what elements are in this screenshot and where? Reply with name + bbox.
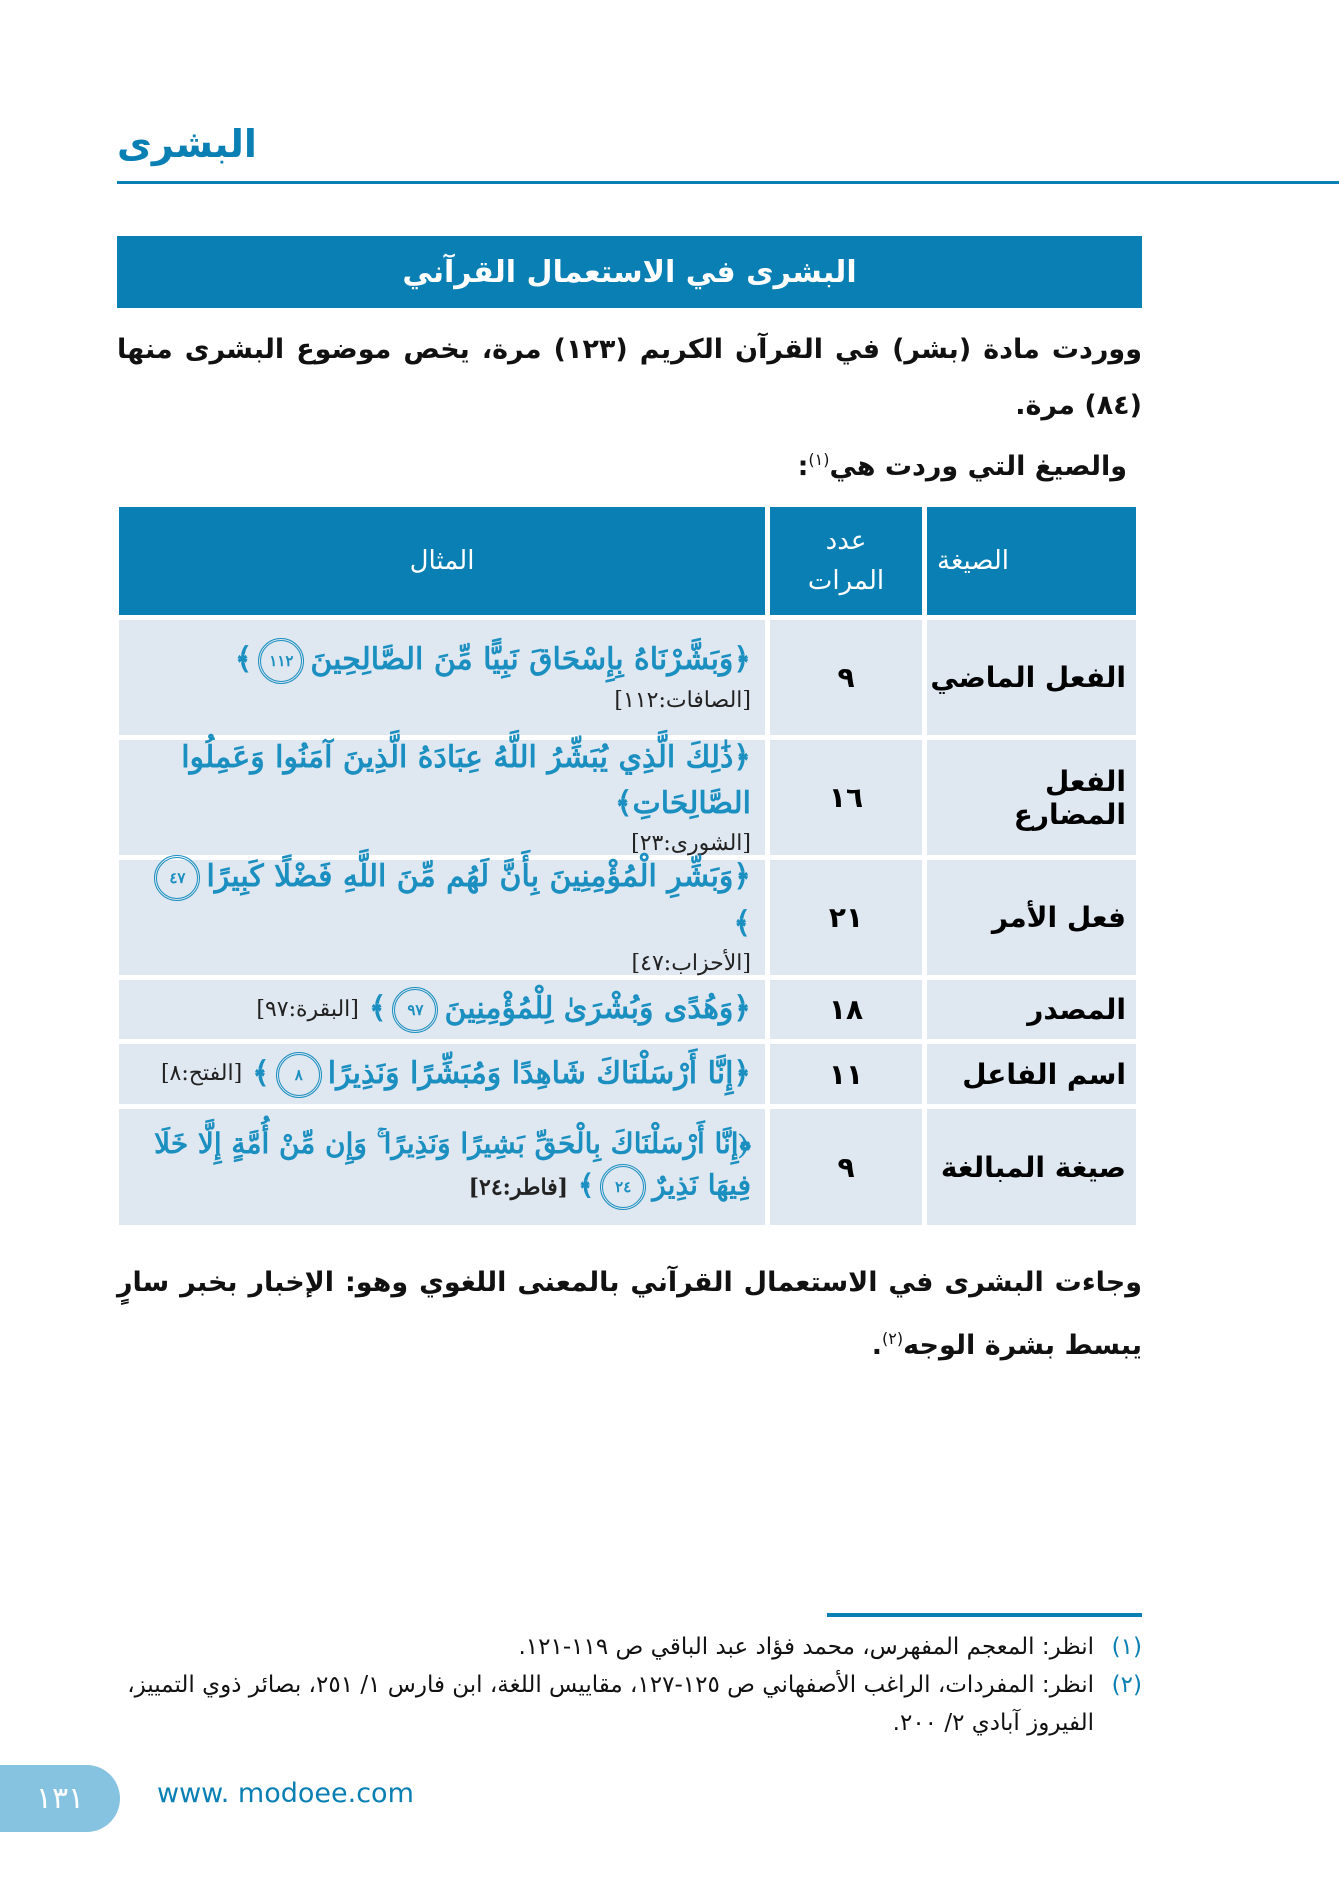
- ayah-number-icon: ٢٤: [600, 1164, 646, 1210]
- footnotes: [117, 1628, 1142, 1742]
- verse-text: ﴿ذَٰلِكَ الَّذِي يُبَشِّرُ اللَّهُ عِبَادَهُ الَّذِينَ آمَنُوا وَعَمِلُوا الصَّالِحَاتِ﴾: [181, 739, 751, 821]
- forms-intro: [117, 432, 1127, 495]
- form-cell: صيغة المبالغة: [927, 1109, 1136, 1225]
- table-row: [119, 980, 1136, 1039]
- verse-reference: [الصافات:١١٢]: [614, 688, 751, 713]
- intro-paragraph: ووردت مادة (بشر) في القرآن الكريم (١٢٣) مرة، يخص موضوع البشرى منها (٨٤) مرة.: [117, 334, 1143, 421]
- footnote: [117, 1666, 1142, 1742]
- section-title: البشرى في الاستعمال القرآني: [117, 236, 1142, 308]
- example-cell: [119, 620, 765, 735]
- count-cell: ١٨: [770, 980, 922, 1039]
- site-url[interactable]: www. modoee.com: [157, 1778, 414, 1809]
- ayah-number-icon: ١١٢: [258, 638, 304, 684]
- verse-text: ﴿إِنَّا أَرْسَلْنَاكَ بِالْحَقِّ بَشِيرًا وَنَذِيرًا ۚ وَإِن مِّنْ أُمَّةٍ إِلَّا خَلَا فِيهَا نَذِيرٌ٢٤﴾ [فاطر:٢٤]: [133, 1124, 751, 1210]
- table-row: [119, 620, 1136, 735]
- count-cell: ٢١: [770, 860, 922, 975]
- verse-reference: [البقرة:٩٧]: [256, 996, 359, 1022]
- footnote-ref-2[interactable]: (٢): [882, 1329, 904, 1348]
- closing-text: وجاءت البشرى في الاستعمال القرآني بالمعنى اللغوي وهو: الإخبار بخبر سارٍ يبسط بشرة الوجه: [117, 1267, 1142, 1361]
- header-form: الصيغة: [927, 507, 1136, 615]
- verse-reference: [الأحزاب:٤٧]: [631, 951, 751, 976]
- header-divider: [117, 181, 1339, 184]
- form-cell: الفعل الماضي: [927, 620, 1136, 735]
- verse-text: ﴿إِنَّا أَرْسَلْنَاكَ شَاهِدًا وَمُبَشِّرًا وَنَذِيرًا٨﴾: [252, 1051, 751, 1098]
- example-cell: [119, 1109, 765, 1225]
- count-cell: ٩: [770, 620, 922, 735]
- table-row: [119, 740, 1136, 855]
- verse-text: ﴿وَهُدًى وَبُشْرَىٰ لِلْمُؤْمِنِينَ٩٧﴾: [369, 986, 751, 1033]
- header-example-label: المثال: [409, 546, 475, 576]
- example-cell: [119, 980, 765, 1039]
- closing-paragraph: [117, 1255, 1142, 1374]
- forms-intro-suffix: :: [797, 451, 809, 482]
- example-cell: [119, 1044, 765, 1104]
- footnote-text: انظر: المعجم المفهرس، محمد فؤاد عبد الباقي ص ١١٩-١٢١.: [518, 1634, 1094, 1660]
- verse-reference: [الفتح:٨]: [160, 1061, 243, 1086]
- closing-suffix: .: [871, 1330, 883, 1361]
- form-cell: المصدر: [927, 980, 1136, 1039]
- table-header-row: [119, 507, 1136, 615]
- table-row: [119, 860, 1136, 975]
- verse-text: ﴿وَبَشِّرِ الْمُؤْمِنِينَ بِأَنَّ لَهُم مِّنَ اللَّهِ فَضْلًا كَبِيرًا٤٧﴾: [133, 854, 751, 947]
- example-cell: [119, 740, 765, 855]
- ayah-number-icon: ٤٧: [154, 855, 200, 901]
- table-row: [119, 1109, 1136, 1225]
- example-cell: [119, 860, 765, 975]
- verse-text: ﴿وَبَشَّرْنَاهُ بِإِسْحَاقَ نَبِيًّا مِّنَ الصَّالِحِينَ١١٢﴾: [235, 637, 751, 684]
- table-row: [119, 1044, 1136, 1104]
- verse-reference: [فاطر:٢٤]: [468, 1174, 569, 1201]
- forms-intro-text: والصيغ التي وردت هي: [829, 451, 1127, 482]
- form-cell: الفعل المضارع: [927, 740, 1136, 855]
- footnote-number: (١): [1111, 1634, 1142, 1660]
- footnote-number: (٢): [1111, 1672, 1142, 1698]
- forms-table: [119, 507, 1136, 1230]
- verse-reference: [الشورى:٢٣]: [631, 830, 751, 856]
- form-cell: فعل الأمر: [927, 860, 1136, 975]
- header-example: [119, 507, 765, 615]
- count-cell: ٩: [770, 1109, 922, 1225]
- footnote-text: انظر: المفردات، الراغب الأصفهاني ص ١٢٥-١٢٧، مقاييس اللغة، ابن فارس ١/ ٢٥١، بصائر ذوي التمييز، الفيروز آبادي ٢/ ٢٠٠.: [127, 1672, 1094, 1736]
- footnote-ref-1[interactable]: (١): [808, 450, 830, 469]
- count-cell: ١١: [770, 1044, 922, 1104]
- ayah-number-icon: ٨: [276, 1052, 322, 1098]
- count-cell: ١٦: [770, 740, 922, 855]
- footnote: [117, 1628, 1142, 1666]
- form-cell: اسم الفاعل: [927, 1044, 1136, 1104]
- footnote-divider: [827, 1613, 1142, 1617]
- running-title: البشرى: [117, 122, 257, 166]
- header-count: عدد المرات: [770, 507, 922, 615]
- page-number: ١٣١: [0, 1765, 120, 1832]
- ayah-number-icon: ٩٧: [392, 987, 438, 1033]
